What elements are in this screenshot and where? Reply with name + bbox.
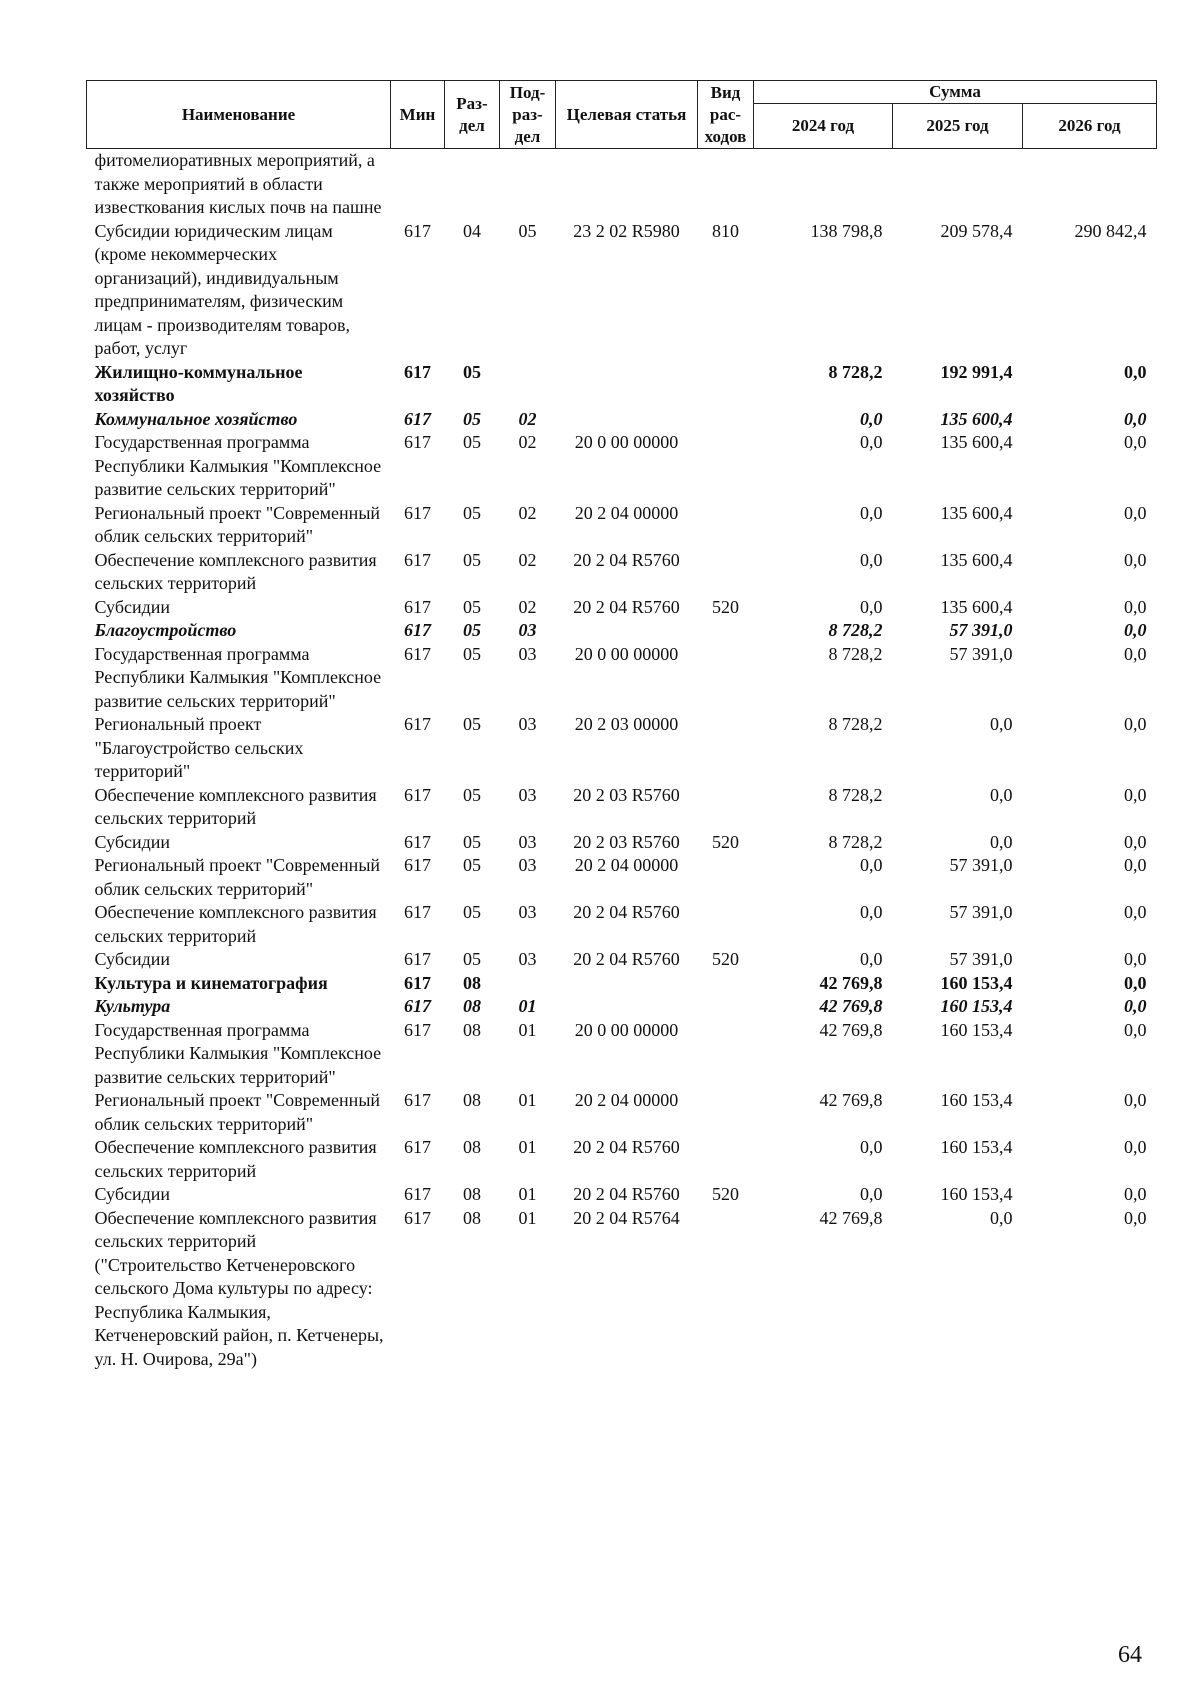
expense-type-cell: 520	[712, 1184, 739, 1204]
sum-2026-cell: 0,0	[1124, 432, 1147, 452]
expense-type-cell	[698, 431, 754, 502]
target-cell: 20 2 04 R5760	[573, 549, 680, 570]
section-cell: 05	[463, 502, 481, 523]
min-cell: 617	[404, 502, 431, 523]
sum-2024-cell: 42 769,8	[819, 1207, 883, 1228]
section-cell: 08	[463, 1207, 481, 1228]
name-cell: Региональный проект "Благоустройство сельских территорий"	[94, 714, 304, 781]
sum-2026-cell: 290 842,4	[1074, 220, 1147, 241]
sum-2024-cell: 42 769,8	[819, 996, 883, 1016]
table-row	[87, 149, 1157, 220]
expense-type-cell	[698, 643, 754, 714]
target-cell: 20 2 04 00000	[574, 855, 679, 875]
expense-type-cell	[698, 1136, 754, 1183]
name-cell: Благоустройство	[94, 620, 237, 640]
section-cell: 05	[463, 596, 481, 617]
table-row	[87, 831, 1157, 855]
expense-type-cell: 520	[712, 949, 739, 969]
target-cell: 20 2 03 00000	[574, 714, 679, 734]
expense-type-cell	[698, 549, 754, 596]
name-cell: Обеспечение комплексного развития сельских территорий	[94, 784, 377, 828]
table-row	[87, 431, 1157, 502]
sum-2026-cell: 0,0	[1124, 972, 1147, 993]
sum-2025-cell: 135 600,4	[940, 502, 1013, 523]
expense-type-cell	[698, 854, 754, 901]
sum-2026-cell: 0,0	[1124, 1184, 1147, 1204]
subsection-cell: 01	[518, 1090, 537, 1110]
target-cell: 20 2 03 R5760	[573, 784, 680, 805]
target-cell	[556, 972, 698, 996]
name-cell: Субсидии	[94, 949, 171, 969]
table-row	[87, 1136, 1157, 1183]
section-cell: 04	[463, 220, 481, 241]
target-cell	[556, 995, 698, 1019]
table-row	[87, 549, 1157, 596]
subsection-cell: 03	[518, 855, 537, 875]
target-cell: 20 0 00 00000	[574, 1019, 679, 1040]
expense-type-cell	[698, 784, 754, 831]
sum-2026-cell: 0,0	[1124, 996, 1147, 1016]
expense-type-cell: 520	[712, 831, 739, 852]
section-cell: 08	[463, 1019, 481, 1040]
subsection-cell: 02	[518, 502, 537, 523]
header-min: Мин	[391, 81, 445, 149]
name-cell: Субсидии юридическим лицам (кроме некоммерческих организаций), индивидуальным предпринимателям, физическим лицам - производителям товаров, работ, услуг	[94, 220, 351, 358]
min-cell: 617	[404, 643, 431, 664]
table-row	[87, 361, 1157, 408]
min-cell: 617	[404, 714, 431, 734]
sum-2025-cell: 209 578,4	[940, 220, 1013, 241]
target-cell	[556, 408, 698, 432]
target-cell: 20 2 04 R5760	[573, 596, 680, 617]
sum-2026-cell: 0,0	[1124, 596, 1147, 617]
header-subsection: Под-раз-дел	[500, 81, 556, 149]
name-cell: Государственная программа Республики Калмыкия "Комплексное развитие сельских территорий"	[94, 643, 382, 711]
sum-2026-cell: 0,0	[1124, 1207, 1147, 1228]
expense-type-cell	[698, 901, 754, 948]
table-row	[87, 1019, 1157, 1090]
sum-2026-cell	[1023, 149, 1157, 220]
min-cell: 617	[404, 784, 431, 805]
header-year-2024: 2024 год	[754, 104, 893, 149]
table-row	[87, 502, 1157, 549]
target-cell: 20 2 04 R5760	[573, 1137, 680, 1157]
sum-2025-cell: 160 153,4	[940, 1137, 1013, 1157]
sum-2026-cell: 0,0	[1124, 714, 1147, 734]
subsection-cell: 02	[518, 432, 537, 452]
section-cell: 08	[463, 1137, 481, 1157]
sum-2026-cell: 0,0	[1124, 408, 1147, 429]
table-row	[87, 948, 1157, 972]
sum-2024-cell: 8 728,2	[828, 831, 883, 852]
sum-2024-cell: 8 728,2	[828, 643, 883, 664]
name-cell: Государственная программа Республики Калмыкия "Комплексное развитие сельских территорий"	[94, 1019, 382, 1087]
min-cell: 617	[404, 1019, 431, 1040]
section-cell: 05	[463, 432, 481, 452]
name-cell: Обеспечение комплексного развития сельских территорий	[94, 902, 377, 946]
header-target: Целевая статья	[556, 81, 698, 149]
budget-table	[86, 80, 1157, 1371]
table-row	[87, 1183, 1157, 1207]
sum-2025-cell: 160 153,4	[940, 1019, 1013, 1040]
sum-2026-cell: 0,0	[1124, 549, 1147, 570]
sum-2025-cell: 135 600,4	[940, 549, 1013, 570]
target-cell	[556, 149, 698, 220]
name-cell: Культура	[94, 996, 171, 1016]
sum-2024-cell: 0,0	[860, 855, 883, 875]
min-cell: 617	[404, 949, 431, 969]
header-section: Раз-дел	[445, 81, 500, 149]
target-cell: 20 2 03 R5760	[573, 831, 680, 852]
sum-2025-cell: 160 153,4	[940, 1090, 1013, 1110]
sum-2024-cell: 0,0	[860, 949, 883, 969]
min-cell: 617	[404, 831, 431, 852]
section-cell: 08	[463, 972, 481, 993]
sum-2024-cell: 0,0	[860, 549, 883, 570]
subsection-cell: 03	[518, 902, 537, 922]
subsection-cell: 05	[518, 220, 537, 241]
subsection-cell: 01	[518, 1184, 537, 1204]
min-cell: 617	[404, 972, 431, 993]
sum-2024-cell: 42 769,8	[819, 1090, 883, 1110]
expense-type-cell	[698, 361, 754, 408]
section-cell: 05	[463, 784, 481, 805]
sum-2025-cell: 57 391,0	[949, 620, 1013, 640]
expense-type-cell	[698, 149, 754, 220]
table-row	[87, 619, 1157, 643]
table-header	[87, 81, 1157, 149]
subsection-cell: 03	[518, 714, 537, 734]
header-expense-type: Вид рас-ходов	[698, 81, 754, 149]
sum-2025-cell: 57 391,0	[949, 855, 1013, 875]
subsection-cell: 01	[518, 996, 537, 1016]
sum-2025-cell: 57 391,0	[949, 902, 1013, 922]
table-body	[87, 149, 1157, 1372]
target-cell: 20 2 04 R5760	[573, 902, 680, 922]
min-cell: 617	[404, 1090, 431, 1110]
table-row	[87, 1207, 1157, 1372]
sum-2026-cell: 0,0	[1124, 1137, 1147, 1157]
target-cell: 20 2 04 R5760	[573, 949, 680, 969]
sum-2024-cell: 0,0	[860, 502, 883, 523]
table-row	[87, 408, 1157, 432]
min-cell: 617	[404, 902, 431, 922]
subsection-cell: 03	[518, 949, 537, 969]
subsection-cell: 02	[518, 408, 537, 429]
sum-2024-cell: 8 728,2	[828, 784, 883, 805]
sum-2025-cell: 135 600,4	[940, 596, 1013, 617]
sum-2025-cell: 57 391,0	[949, 643, 1013, 664]
sum-2026-cell: 0,0	[1124, 1019, 1147, 1040]
section-cell: 05	[463, 549, 481, 570]
name-cell: Региональный проект "Современный облик сельских территорий"	[94, 855, 381, 899]
subsection-cell: 01	[518, 1019, 537, 1040]
sum-2025-cell: 192 991,4	[940, 361, 1013, 382]
section-cell: 05	[463, 902, 481, 922]
name-cell: Коммунальное хозяйство	[94, 408, 298, 429]
expense-type-cell: 520	[712, 596, 739, 617]
target-cell	[556, 619, 698, 643]
min-cell: 617	[404, 596, 431, 617]
sum-2025-cell: 160 153,4	[940, 996, 1013, 1016]
subsection-cell	[500, 149, 556, 220]
sum-2025-cell: 0,0	[990, 784, 1013, 805]
sum-2025-cell: 160 153,4	[940, 972, 1013, 993]
min-cell: 617	[404, 1184, 431, 1204]
sum-2024-cell: 0,0	[860, 432, 883, 452]
section-cell: 05	[463, 949, 481, 969]
sum-2024-cell: 0,0	[860, 596, 883, 617]
subsection-cell: 03	[518, 620, 537, 640]
expense-type-cell	[698, 1207, 754, 1372]
sum-2025-cell: 57 391,0	[949, 949, 1013, 969]
budget-page	[86, 80, 1156, 1371]
subsection-cell: 03	[518, 784, 537, 805]
min-cell	[391, 149, 445, 220]
sum-2026-cell: 0,0	[1124, 361, 1147, 382]
section-cell: 08	[463, 1184, 481, 1204]
min-cell: 617	[404, 1207, 431, 1228]
expense-type-cell	[698, 408, 754, 432]
name-cell: Жилищно-коммунальное хозяйство	[94, 361, 303, 405]
target-cell: 20 0 00 00000	[574, 643, 679, 664]
sum-2025-cell: 135 600,4	[940, 408, 1013, 429]
section-cell: 05	[463, 831, 481, 852]
sum-2026-cell: 0,0	[1124, 949, 1147, 969]
sum-2025-cell: 160 153,4	[940, 1184, 1013, 1204]
sum-2026-cell: 0,0	[1124, 620, 1147, 640]
name-cell: Субсидии	[94, 1184, 171, 1204]
target-cell: 20 0 00 00000	[574, 432, 679, 452]
expense-type-cell	[698, 972, 754, 996]
name-cell: фитомелиоративных мероприятий, а также мероприятий в области известкования кислых почв на пашне	[94, 150, 382, 217]
expense-type-cell	[698, 713, 754, 784]
sum-2026-cell: 0,0	[1124, 855, 1147, 875]
min-cell: 617	[404, 408, 431, 429]
name-cell: Региональный проект "Современный облик сельских территорий"	[94, 502, 381, 546]
table-row	[87, 220, 1157, 361]
expense-type-cell	[698, 995, 754, 1019]
target-cell	[556, 361, 698, 408]
sum-2026-cell: 0,0	[1124, 502, 1147, 523]
section-cell: 05	[463, 408, 481, 429]
header-year-2026: 2026 год	[1023, 104, 1157, 149]
name-cell: Субсидии	[94, 596, 171, 617]
sum-2026-cell: 0,0	[1124, 902, 1147, 922]
name-cell: Обеспечение комплексного развития сельских территорий	[94, 549, 377, 593]
name-cell: Региональный проект "Современный облик сельских территорий"	[94, 1090, 381, 1134]
sum-2024-cell	[754, 149, 893, 220]
name-cell: Культура и кинематография	[94, 972, 328, 993]
min-cell: 617	[404, 620, 431, 640]
min-cell: 617	[404, 1137, 431, 1157]
subsection-cell	[500, 361, 556, 408]
table-row	[87, 854, 1157, 901]
expense-type-cell	[698, 1089, 754, 1136]
section-cell	[445, 149, 500, 220]
target-cell: 23 2 02 R5980	[573, 220, 680, 241]
sum-2024-cell: 0,0	[860, 408, 883, 429]
table-row	[87, 643, 1157, 714]
page-number: 64	[1118, 1642, 1142, 1668]
sum-2024-cell: 42 769,8	[819, 972, 883, 993]
expense-type-cell	[698, 1019, 754, 1090]
min-cell: 617	[404, 361, 431, 382]
sum-2024-cell: 0,0	[860, 1137, 883, 1157]
sum-2025-cell: 0,0	[990, 1207, 1013, 1228]
sum-2025-cell: 0,0	[990, 831, 1013, 852]
table-row	[87, 1089, 1157, 1136]
min-cell: 617	[404, 996, 431, 1016]
min-cell: 617	[404, 855, 431, 875]
header-name: Наименование	[87, 81, 391, 149]
section-cell: 08	[463, 996, 481, 1016]
sum-2025-cell: 0,0	[990, 714, 1013, 734]
subsection-cell: 03	[518, 831, 537, 852]
section-cell: 05	[463, 855, 481, 875]
sum-2025-cell	[893, 149, 1023, 220]
sum-2024-cell: 0,0	[860, 1184, 883, 1204]
section-cell: 05	[463, 620, 481, 640]
name-cell: Обеспечение комплексного развития сельских территорий	[94, 1137, 377, 1181]
subsection-cell: 03	[518, 643, 537, 664]
target-cell: 20 2 04 00000	[574, 1090, 679, 1110]
table-row	[87, 901, 1157, 948]
table-row	[87, 713, 1157, 784]
target-cell: 20 2 04 00000	[574, 502, 679, 523]
subsection-cell: 02	[518, 549, 537, 570]
table-row	[87, 972, 1157, 996]
table-row	[87, 995, 1157, 1019]
expense-type-cell	[698, 619, 754, 643]
min-cell: 617	[404, 432, 431, 452]
section-cell: 05	[463, 714, 481, 734]
subsection-cell: 01	[518, 1137, 537, 1157]
target-cell: 20 2 04 R5760	[573, 1184, 680, 1204]
target-cell: 20 2 04 R5764	[573, 1207, 680, 1228]
sum-2024-cell: 8 728,2	[828, 361, 883, 382]
header-year-2025: 2025 год	[893, 104, 1023, 149]
table-row	[87, 784, 1157, 831]
name-cell: Обеспечение комплексного развития сельских территорий ("Строительство Кетченеровского сельского Дома культуры по адресу: Республика Калмыкия, Кетченеровский район, п. Кетченеры, ул. Н. Очирова, 29а")	[94, 1207, 384, 1369]
sum-2026-cell: 0,0	[1124, 643, 1147, 664]
subsection-cell: 01	[518, 1207, 537, 1228]
subsection-cell: 02	[518, 596, 537, 617]
sum-2026-cell: 0,0	[1124, 1090, 1147, 1110]
section-cell: 08	[463, 1090, 481, 1110]
table-row	[87, 596, 1157, 620]
min-cell: 617	[404, 549, 431, 570]
sum-2026-cell: 0,0	[1124, 831, 1147, 852]
expense-type-cell	[698, 502, 754, 549]
name-cell: Государственная программа Республики Калмыкия "Комплексное развитие сельских территорий"	[94, 432, 382, 499]
sum-2024-cell: 138 798,8	[810, 220, 883, 241]
section-cell: 05	[463, 643, 481, 664]
sum-2026-cell: 0,0	[1124, 784, 1147, 805]
sum-2024-cell: 8 728,2	[828, 620, 883, 640]
sum-2024-cell: 0,0	[860, 902, 883, 922]
section-cell: 05	[463, 361, 481, 382]
name-cell: Субсидии	[94, 831, 171, 852]
expense-type-cell: 810	[712, 220, 739, 241]
sum-2025-cell: 135 600,4	[940, 432, 1013, 452]
header-sum: Сумма	[754, 81, 1157, 104]
subsection-cell	[500, 972, 556, 996]
sum-2024-cell: 42 769,8	[819, 1019, 883, 1040]
sum-2024-cell: 8 728,2	[828, 714, 883, 734]
min-cell: 617	[404, 220, 431, 241]
